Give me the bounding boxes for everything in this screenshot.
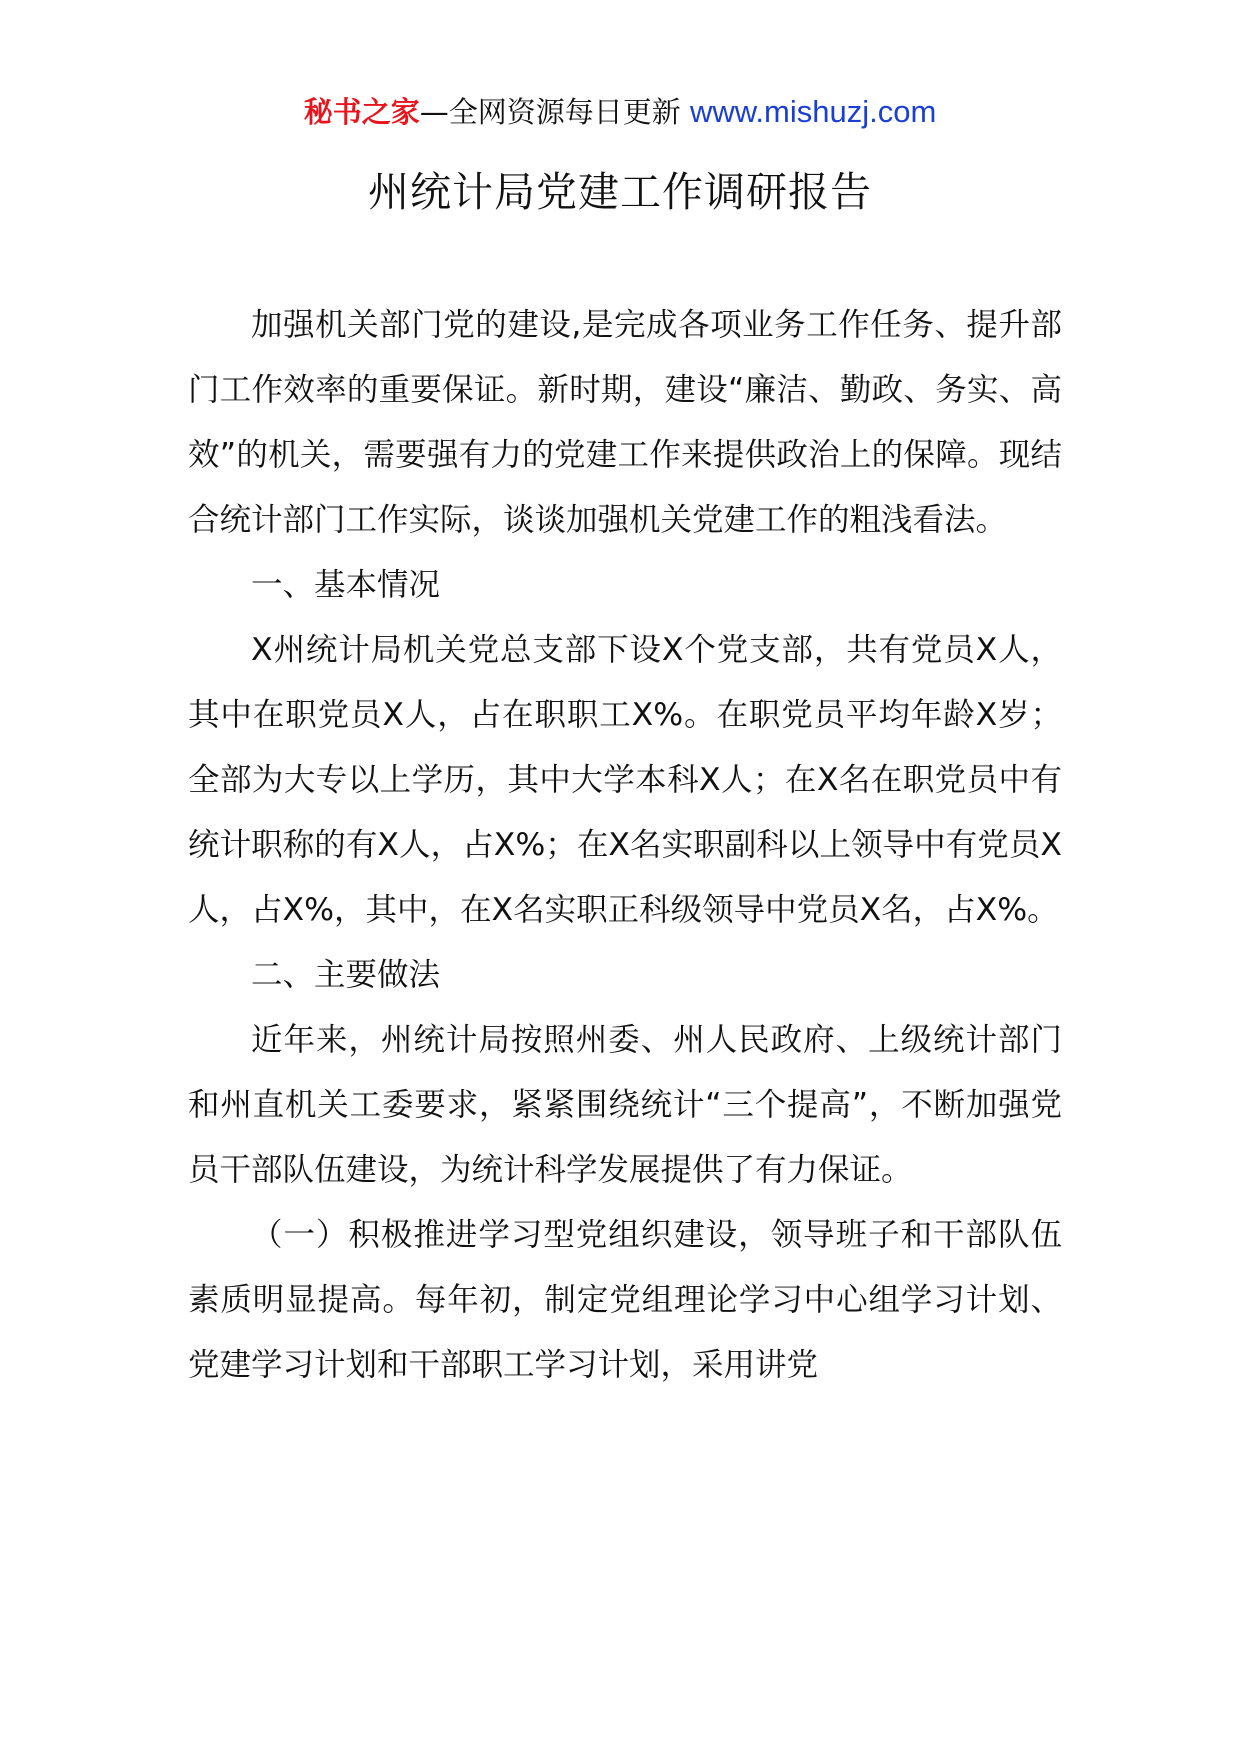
watermark-header <box>0 92 1240 132</box>
site-url-link[interactable]: www.mishuzj.com <box>689 94 937 129</box>
header-tagline: —全网资源每日更新 <box>419 95 690 129</box>
section-heading-main-practices: 二、主要做法 <box>251 957 441 993</box>
intro-paragraph: 加强机关部门党的建设,是完成各项业务工作任务、提升部门工作效率的重要保证。新时期，建设“廉洁、勤政、务实、高效”的机关，需要强有力的党建工作来提供政治上的保障。现结合统计部门工作实际，谈谈加强机关党建工作的粗浅看法。 <box>188 307 1062 538</box>
brand-name: 秘书之家 <box>303 95 420 129</box>
main-practices-paragraph: 近年来，州统计局按照州委、州人民政府、上级统计部门和州直机关工委要求，紧紧围绕统计“三个提高”，不断加强党员干部队伍建设，为统计科学发展提供了有力保证。 <box>188 1022 1062 1188</box>
document-body <box>188 293 1062 1398</box>
section-heading-basic-situation: 一、基本情况 <box>251 567 441 603</box>
document-title: 州统计局党建工作调研报告 <box>368 168 872 216</box>
subsection-paragraph-1: （一）积极推进学习型党组织建设，领导班子和干部队伍素质明显提高。每年初，制定党组理论学习中心组学习计划、党建学习计划和干部职工学习计划，采用讲党 <box>188 1217 1062 1383</box>
basic-situation-paragraph: X州统计局机关党总支部下设X个党支部，共有党员X人，其中在职党员X人，占在职职工X%。在职党员平均年龄X岁；全部为大专以上学历，其中大学本科X人；在X名在职党员中有统计职称的有X人，占X%；在X名实职副科以上领导中有党员X人，占X%，其中，在X名实职正科级领导中党员X名，占X%。 <box>188 632 1062 928</box>
